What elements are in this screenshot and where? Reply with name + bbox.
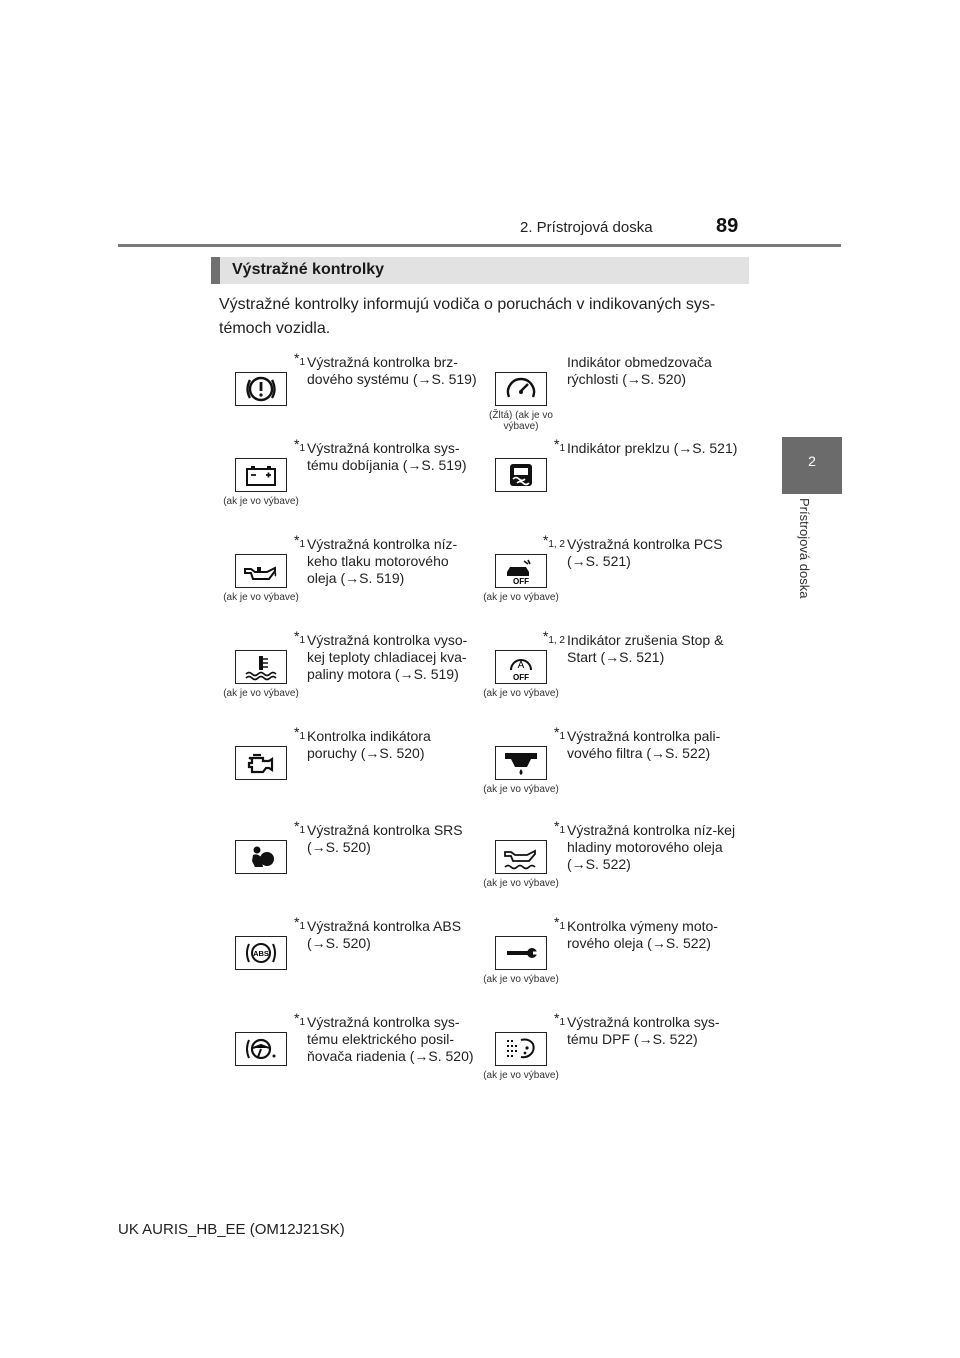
footnote-number: 1 — [299, 635, 305, 646]
availability-note: (ak je vo výbave) — [483, 974, 559, 985]
warning-light-description: Indikátor preklzu (→S. 521) — [567, 440, 738, 456]
footnote-number: 1 — [559, 921, 565, 932]
warning-light-description: Výstražná kontrolka vyso-kej teploty chladiacej kva-paliny motora (→S. 519) — [307, 632, 468, 682]
warning-light-description: Výstražná kontrolka pali-vového filtra (→S. 522) — [567, 728, 721, 761]
chapter-tab-number: 2 — [808, 453, 816, 469]
warning-light-description: Indikátor obmedzovača rýchlosti (→S. 520) — [567, 354, 712, 387]
footnote-marker — [265, 818, 305, 836]
footnote-star: * — [293, 436, 300, 452]
warning-light-item — [471, 532, 729, 626]
footnote-star: * — [553, 724, 560, 740]
speed-limiter-icon — [495, 372, 547, 406]
abs-icon — [235, 936, 287, 970]
running-header-section: 2. Prístrojová doska — [520, 219, 653, 236]
warning-light-item — [211, 724, 469, 818]
footnote-star: * — [553, 436, 560, 452]
page-number: 89 — [716, 215, 739, 237]
availability-note: (ak je vo výbave) — [483, 1070, 559, 1081]
warning-light-item — [471, 350, 729, 444]
footnote-marker — [265, 350, 305, 368]
footnote-star: * — [293, 628, 300, 644]
pcs-off-icon — [495, 554, 547, 588]
warning-light-description: Výstražná kontrolka PCS (→S. 521) — [567, 536, 723, 569]
footnote-number: 1 — [299, 921, 305, 932]
battery-icon — [235, 458, 287, 492]
footnote-star: * — [542, 628, 549, 644]
svg-text:OFF: OFF — [513, 577, 529, 585]
availability-note: (ak je vo výbave) — [483, 688, 559, 699]
footnote-marker — [525, 724, 565, 742]
header-rule — [118, 244, 841, 247]
warning-light-item — [471, 914, 729, 1008]
footnote-number: 1 — [559, 1017, 565, 1028]
availability-note: (ak je vo výbave) — [223, 592, 299, 603]
warning-light-item — [211, 436, 469, 530]
availability-note: (ak je vo výbave) — [483, 592, 559, 603]
footnote-number: 1 — [299, 357, 305, 368]
footnote-number: 1 — [559, 825, 565, 836]
wrench-icon — [495, 936, 547, 970]
footnote-star: * — [293, 1010, 300, 1026]
oil-pressure-icon — [235, 554, 287, 588]
footnote-marker — [265, 724, 305, 742]
footnote-number: 1 — [299, 539, 305, 550]
footnote-star: * — [293, 724, 300, 740]
warning-light-description: Výstražná kontrolka SRS (→S. 520) — [307, 822, 463, 855]
warning-light-item — [211, 818, 469, 912]
availability-note: (Žltá) (ak je vo výbave) — [489, 410, 553, 432]
footnote-number: 1 — [559, 731, 565, 742]
availability-note: (ak je vo výbave) — [223, 688, 299, 699]
footnote-marker — [525, 532, 565, 550]
warning-light-description: Výstražná kontrolka níz-kej hladiny motorového oleja (→S. 522) — [567, 822, 736, 872]
footnote-marker — [525, 1010, 565, 1028]
footnote-number: 1 — [299, 1017, 305, 1028]
engine-check-icon — [235, 746, 287, 780]
footnote-marker — [265, 628, 305, 646]
footnote-number: 1, 2 — [548, 635, 565, 646]
warning-light-item — [211, 914, 469, 1008]
footnote-star: * — [293, 914, 300, 930]
warning-light-item — [211, 628, 469, 722]
warning-light-item — [471, 724, 729, 818]
dpf-icon — [495, 1032, 547, 1066]
warning-light-description: Výstražná kontrolka níz-keho tlaku motorového oleja (→S. 519) — [307, 536, 458, 586]
footnote-star: * — [553, 914, 560, 930]
footnote-star: * — [553, 1010, 560, 1026]
section-title: Výstražné kontrolky — [232, 261, 385, 278]
footnote-marker — [265, 914, 305, 932]
footnote-number: 1, 2 — [548, 539, 565, 550]
availability-note: (ak je vo výbave) — [483, 878, 559, 889]
footnote-number: 1 — [299, 443, 305, 454]
warning-light-description: Výstražná kontrolka sys-tému elektrického posil-ňovača riadenia (→S. 520) — [307, 1014, 474, 1064]
footnote-number: 1 — [299, 731, 305, 742]
warning-light-item — [471, 436, 738, 530]
warning-light-description: Výstražná kontrolka sys-tému DPF (→S. 522) — [567, 1014, 720, 1047]
svg-text:OFF: OFF — [513, 673, 529, 681]
availability-note: (ak je vo výbave) — [483, 784, 559, 795]
coolant-temp-icon — [235, 650, 287, 684]
footnote-star: * — [293, 818, 300, 834]
warning-light-description: Kontrolka indikátora poruchy (→S. 520) — [307, 728, 431, 761]
warning-light-item — [211, 1010, 474, 1104]
warning-light-description: Výstražná kontrolka brz-dového systému (→S. 519) — [307, 354, 477, 387]
warning-light-description: Indikátor zrušenia Stop & Start (→S. 521) — [567, 632, 724, 665]
chapter-tab-label: Prístrojová doska — [797, 498, 812, 599]
power-steering-icon — [235, 1032, 287, 1066]
footnote-marker — [525, 436, 565, 454]
footnote-star: * — [293, 532, 300, 548]
brake-warning-icon — [235, 372, 287, 406]
oil-level-icon — [495, 840, 547, 874]
availability-note: (ak je vo výbave) — [223, 496, 299, 507]
section-heading-bar — [211, 257, 749, 284]
warning-light-item — [211, 350, 477, 444]
svg-text:ABS: ABS — [253, 949, 269, 958]
footnote-number: 1 — [559, 443, 565, 454]
warning-light-item — [471, 628, 729, 722]
footer-doc-code: UK AURIS_HB_EE (OM12J21SK) — [118, 1221, 345, 1238]
svg-text:A: A — [517, 660, 525, 671]
warning-light-description: Výstražná kontrolka sys-tému dobíjania (→S. 519) — [307, 440, 467, 473]
warning-light-item — [471, 818, 736, 912]
warning-light-description: Výstražná kontrolka ABS (→S. 520) — [307, 918, 462, 951]
footnote-marker — [265, 1010, 305, 1028]
warning-light-item — [471, 1010, 729, 1104]
footnote-star: * — [542, 532, 549, 548]
chapter-tab — [782, 437, 842, 494]
footnote-marker — [525, 628, 565, 646]
warning-light-description: Kontrolka výmeny moto-rového oleja (→S. 522) — [567, 918, 718, 951]
footnote-marker — [265, 436, 305, 454]
intro-paragraph: Výstražné kontrolky informujú vodiča o poruchách v indikovaných sys-témoch vozidla. — [219, 296, 716, 337]
footnote-star: * — [553, 818, 560, 834]
slip-indicator-icon — [495, 458, 547, 492]
footnote-marker — [525, 914, 565, 932]
footnote-marker — [525, 818, 565, 836]
fuel-filter-icon — [495, 746, 547, 780]
srs-airbag-icon — [235, 840, 287, 874]
footnote-number: 1 — [299, 825, 305, 836]
footnote-star: * — [293, 350, 300, 366]
stop-start-off-icon — [495, 650, 547, 684]
footnote-marker — [265, 532, 305, 550]
warning-light-item — [211, 532, 469, 626]
